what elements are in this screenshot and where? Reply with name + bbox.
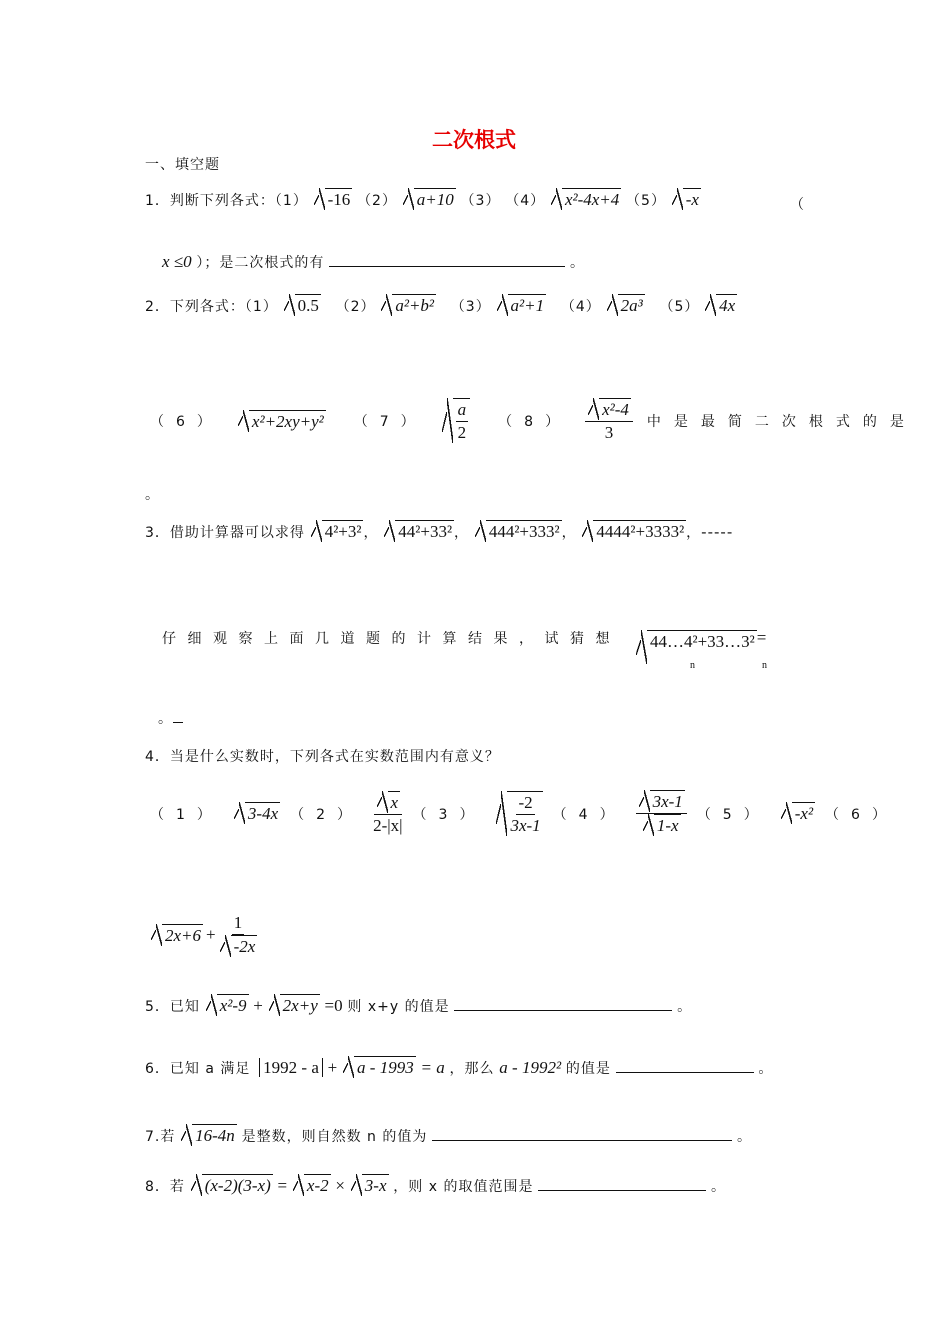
question-8 bbox=[145, 1174, 726, 1197]
q8-expr-2-text: x-2 bbox=[306, 1176, 329, 1195]
q3-comma-4: ， bbox=[686, 525, 702, 541]
q1-expr-4-text: x²-4x+4 bbox=[564, 190, 620, 209]
q3-guess-text: 44…4²+33…3² bbox=[650, 632, 755, 651]
q4-expr-4-num: 3x-1 bbox=[652, 792, 683, 811]
q2-expr-5 bbox=[716, 294, 737, 317]
q3-end: 。 bbox=[158, 711, 173, 727]
question-3 bbox=[145, 520, 733, 543]
question-7 bbox=[145, 1112, 752, 1147]
q4-head: 4．当是什么实数时，下列各式在实数范围内有意义？ bbox=[145, 749, 500, 765]
q8-equals: = bbox=[277, 1176, 288, 1195]
q4-expr-3-num: -2 bbox=[516, 792, 534, 815]
q5-expr-2-text: 2x+y bbox=[282, 996, 318, 1015]
q8-answer-blank[interactable] bbox=[538, 1189, 706, 1191]
q3-end-row bbox=[158, 708, 183, 728]
question-1-line-2 bbox=[162, 252, 585, 272]
q5-head: 5．已知 bbox=[145, 999, 200, 1015]
q4-expr-6-den: -2x bbox=[233, 937, 256, 956]
q5-expr-2 bbox=[280, 994, 320, 1017]
q4-expr-4-num-root bbox=[650, 790, 685, 813]
q2-expr-4-text: 2a³ bbox=[620, 296, 643, 315]
q5-answer-blank[interactable] bbox=[454, 1009, 672, 1011]
q3-head: 3．借助计算器可以求得 bbox=[145, 525, 305, 541]
q8-expr-1 bbox=[202, 1174, 273, 1197]
q7-expr-1 bbox=[192, 1124, 237, 1147]
q8-tail: ，则 x 的取值范围是 bbox=[393, 1179, 534, 1195]
q8-head: 8．若 bbox=[145, 1179, 185, 1195]
q3-line2: 仔细观察上面几道题的计算结果，试猜想 bbox=[162, 631, 621, 647]
q2-expr-3 bbox=[508, 294, 547, 317]
q7-end: 。 bbox=[736, 1129, 752, 1145]
q1-end: 。 bbox=[569, 255, 585, 271]
q4-expr-2-root bbox=[388, 791, 401, 814]
q8-times: × bbox=[335, 1176, 346, 1195]
q4-label-5: （5） bbox=[696, 806, 770, 823]
q4-expr-6a bbox=[162, 924, 203, 947]
q5-tail: 则 x+y 的值是 bbox=[347, 999, 450, 1015]
q3-comma-1: ， bbox=[363, 525, 379, 541]
q1-label-3: （3） bbox=[460, 193, 501, 209]
q2-expr-2-text: a²+b² bbox=[395, 296, 435, 315]
q3-expr-3: 444²+333² bbox=[486, 520, 562, 543]
q3-expr-1: 4²+3² bbox=[322, 520, 364, 543]
q4-expr-1 bbox=[245, 802, 280, 825]
q2-expr-8-num: x²-4 bbox=[602, 400, 629, 419]
question-5: 5．已知 x²-9 + 2x+y =0 则 x+y 的值是 。 bbox=[145, 996, 693, 1015]
q6-abs-text: 1992 - a bbox=[263, 1058, 319, 1077]
q3-comma-2: ， bbox=[454, 525, 470, 541]
q6-expr-2: a - 1992² bbox=[499, 1058, 562, 1077]
q4-expr-6-den-root bbox=[231, 935, 258, 958]
q4-label-6: （6） bbox=[825, 806, 898, 823]
q4-expr-4-den-root bbox=[654, 814, 681, 837]
q2-expr-7 bbox=[453, 398, 471, 444]
q4-label-2: （2） bbox=[290, 806, 364, 823]
q1-expr-5-text: -x bbox=[685, 190, 699, 209]
q1-label-2: （2） bbox=[357, 193, 397, 209]
q2-label-3: （3） bbox=[450, 299, 491, 315]
q4-label-1: （1） bbox=[150, 806, 223, 823]
question-4-items bbox=[150, 790, 898, 837]
q8-expr-3-text: 3-x bbox=[364, 1176, 387, 1195]
q1-open-paren: （ bbox=[790, 197, 805, 213]
q2-expr-2 bbox=[392, 294, 436, 317]
q4-expr-2-num: x bbox=[390, 792, 399, 812]
question-6: 6．已知 a 满足 1992 - a + a - 1993 = a ，那么 a - 1992² 的值是 。 bbox=[145, 1058, 774, 1077]
q2-expr-5-text: 4x bbox=[719, 296, 736, 315]
q1-expr-4 bbox=[562, 188, 621, 211]
q6-answer-blank[interactable] bbox=[616, 1071, 754, 1073]
q1-expr-5 bbox=[683, 188, 701, 211]
q8-expr-3 bbox=[362, 1174, 389, 1197]
q3-n-2: n bbox=[762, 660, 767, 671]
q3-dots: ----- bbox=[701, 523, 734, 541]
q4-expr-3 bbox=[507, 791, 542, 837]
q7-answer-blank[interactable] bbox=[432, 1139, 732, 1141]
q5-expr-1 bbox=[217, 994, 249, 1017]
question-1 bbox=[145, 188, 701, 211]
question-2-line-2 bbox=[150, 398, 917, 444]
q4-expr-5 bbox=[792, 802, 815, 825]
question-3-line-2 bbox=[162, 628, 766, 665]
q5-end: 。 bbox=[677, 999, 693, 1015]
q1-expr-2 bbox=[414, 188, 456, 211]
q2-expr-7-den: 2 bbox=[457, 423, 467, 442]
q4-expr-2-den: 2-|x| bbox=[373, 815, 403, 835]
q8-expr-2 bbox=[304, 1174, 331, 1197]
q4-expr-4-den: 1-x bbox=[656, 816, 679, 835]
q3-expr-2: 44²+33² bbox=[395, 520, 454, 543]
q6-mid: ，那么 bbox=[449, 1061, 495, 1077]
q2-head: 2．下列各式：（1） bbox=[145, 299, 278, 315]
q1-expr-2-text: a+10 bbox=[416, 190, 454, 209]
q1-label-4: （4） bbox=[505, 193, 546, 209]
q2-label-8: （8） bbox=[498, 414, 572, 430]
q8-expr-1-text: (x-2)(3-x) bbox=[204, 1176, 271, 1195]
q2-expr-3-text: a²+1 bbox=[510, 296, 545, 315]
q6-head: 6．已知 a 满足 bbox=[145, 1061, 251, 1077]
q4-expr-3-den: 3x-1 bbox=[510, 815, 541, 835]
q2-label-7: （7） bbox=[353, 414, 427, 430]
q5-equals: =0 bbox=[324, 996, 343, 1015]
q2-label-6: （6） bbox=[150, 414, 223, 430]
q4-expr-1-text: 3-4x bbox=[247, 804, 279, 823]
q8-end: 。 bbox=[711, 1179, 727, 1195]
q2-tail: 中是最简二次根式的是 bbox=[646, 414, 917, 430]
q4-expr-5-text: -x² bbox=[794, 804, 814, 823]
page-title: 二次根式 bbox=[432, 128, 516, 152]
q1-head: 1．判断下列各式：（1） bbox=[145, 193, 308, 209]
q6-equals: = a bbox=[420, 1058, 445, 1077]
q1-expr-1: -16 bbox=[325, 188, 353, 211]
q6-tail: 的值是 bbox=[565, 1061, 611, 1077]
q2-expr-7-num: a bbox=[456, 399, 469, 422]
q6-abs-expr bbox=[259, 1058, 323, 1077]
q2-end: 。 bbox=[145, 487, 160, 503]
q3-answer-blank[interactable] bbox=[173, 721, 183, 723]
q2-expr-1: 0.5 bbox=[295, 294, 321, 317]
q2-label-5: （5） bbox=[659, 299, 700, 315]
q4-label-4: （4） bbox=[552, 806, 626, 823]
q7-tail: 是整数，则自然数 n 的值为 bbox=[241, 1129, 428, 1145]
q7-expr-1-text: 16-4n bbox=[195, 1126, 235, 1145]
q3-comma-3: ， bbox=[561, 525, 577, 541]
q2-label-2: （2） bbox=[335, 299, 376, 315]
q5-expr-1-text: x²-9 bbox=[219, 996, 247, 1015]
q3-expr-4: 4444²+3333² bbox=[593, 520, 686, 543]
q6-root-text: a - 1993 bbox=[357, 1058, 414, 1077]
q2-expr-8-den: 3 bbox=[604, 423, 614, 442]
q3-equals: = bbox=[756, 628, 767, 647]
q1-label-5: （5） bbox=[626, 193, 666, 209]
q2-expr-8-root bbox=[599, 398, 631, 421]
section-heading: 一、填空题 bbox=[145, 157, 220, 173]
q4-expr-6: 2x+6 + $\frac{1}{-2x}$ bbox=[150, 912, 257, 958]
q1-tail: ）；是二次根式的有 bbox=[196, 255, 325, 271]
q4-expr-6-num: 1 bbox=[232, 912, 245, 935]
q4-label-3: （3） bbox=[412, 806, 486, 823]
question-2 bbox=[145, 294, 737, 317]
q2-expr-6-text: x²+2xy+y² bbox=[251, 411, 324, 431]
q7-head: 7.若 bbox=[145, 1129, 176, 1145]
q2-label-4: （4） bbox=[560, 299, 601, 315]
q4-expr-6a-text: 2x+6 bbox=[165, 925, 202, 945]
q2-expr-4 bbox=[618, 294, 645, 317]
q6-root-expr bbox=[354, 1056, 416, 1079]
q2-expr-6 bbox=[249, 410, 326, 433]
q1-answer-blank[interactable] bbox=[329, 265, 565, 267]
q6-end: 。 bbox=[758, 1061, 774, 1077]
q1-condition: x ≤0 bbox=[162, 252, 192, 271]
q3-n-1: n bbox=[690, 660, 695, 671]
q3-guess-expr bbox=[647, 630, 757, 665]
